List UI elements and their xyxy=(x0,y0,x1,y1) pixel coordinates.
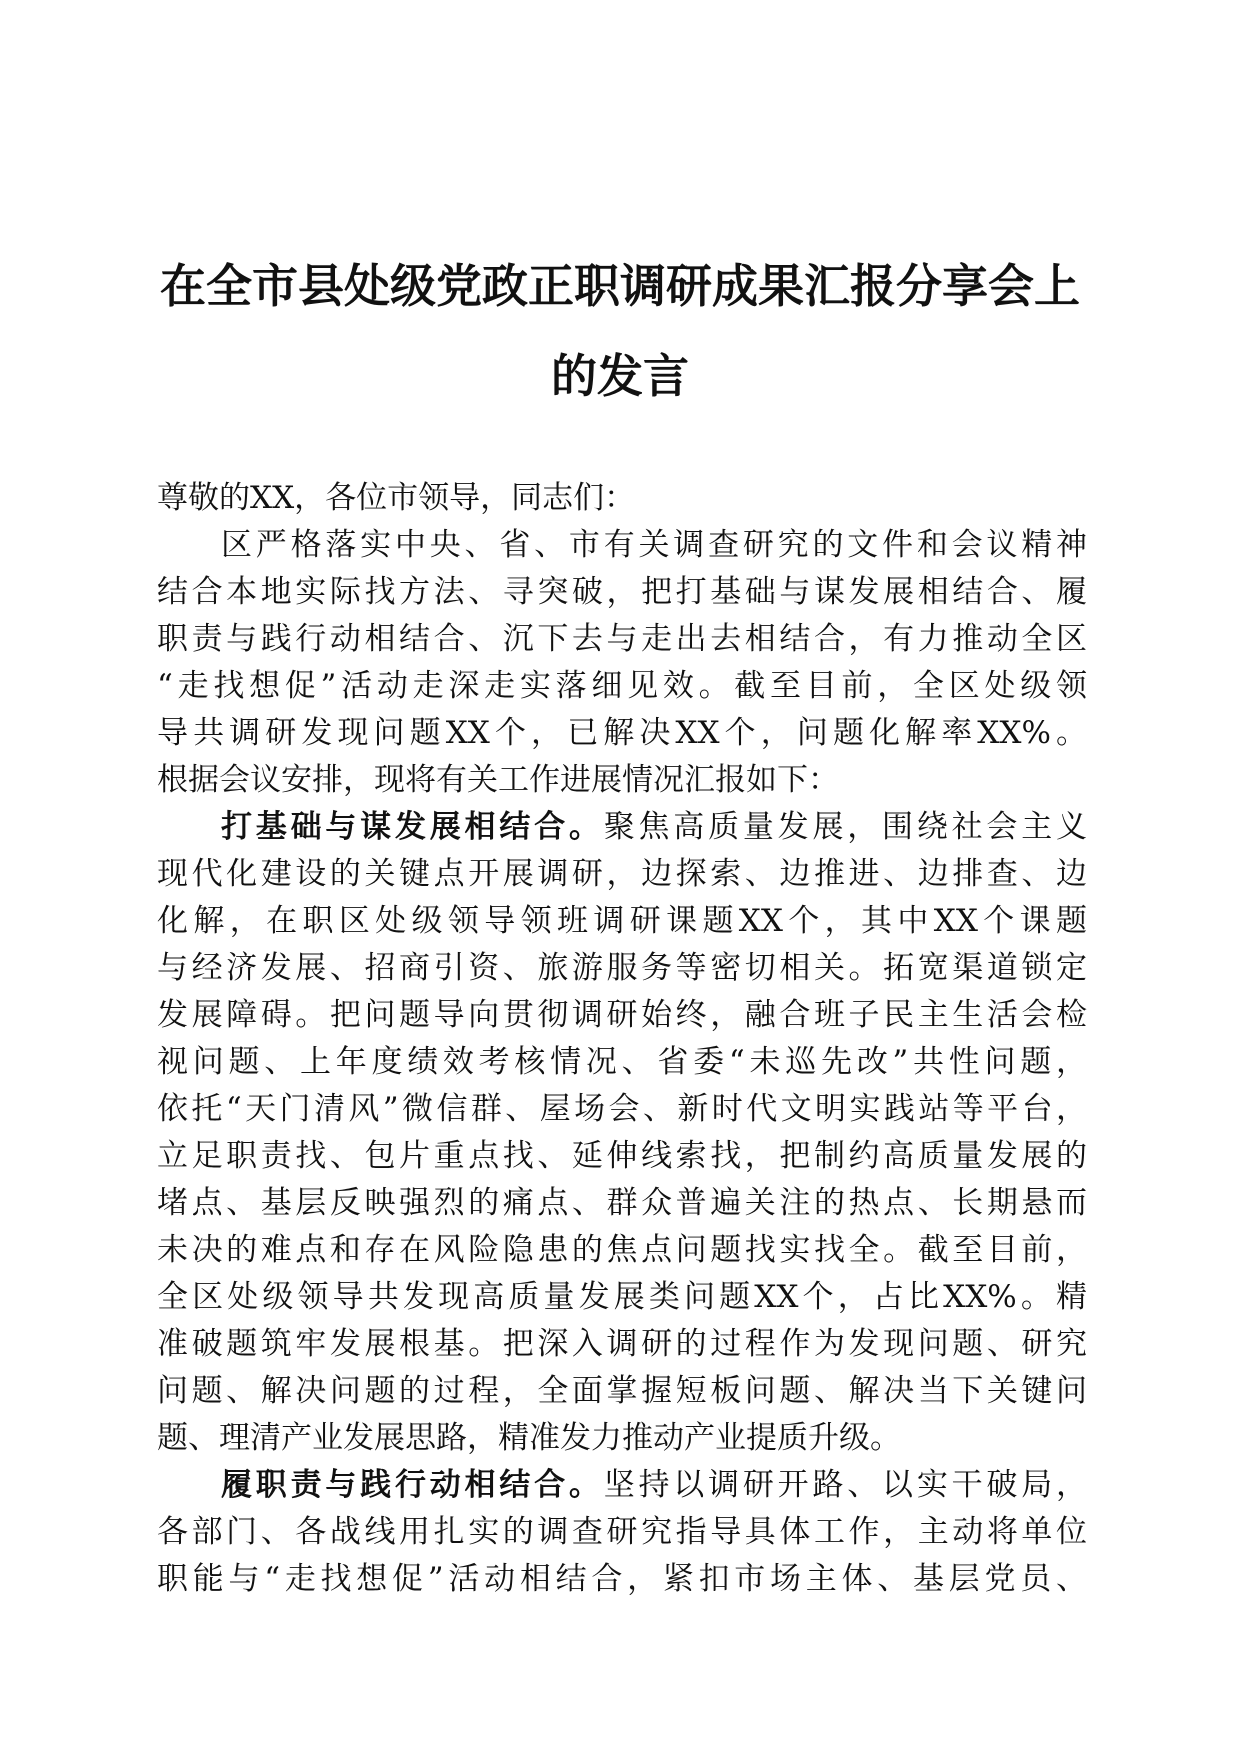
section2-first-line xyxy=(157,1462,1087,1509)
section1-line: 立足职责找、包片重点找、延伸线索找，把制约高质量发展的 xyxy=(157,1138,1087,1174)
intro-line: “走找想促”活动走深走实落细见效。截至目前，全区处级领 xyxy=(157,668,1087,704)
section1-line: 视问题、上年度绩效考核情况、省委“未巡先改”共性问题， xyxy=(157,1044,1087,1080)
section1-line: 发展障碍。把问题导向贯彻调研始终，融合班子民主生活会检 xyxy=(157,997,1087,1033)
section1-first-text: 聚焦高质量发展，围绕社会主义 xyxy=(603,809,1088,845)
intro-line: 职责与践行动相结合、沉下去与走出去相结合，有力推动全区 xyxy=(157,621,1087,657)
section1-line: 题、理清产业发展思路，精准发力推动产业提质升级。 xyxy=(157,1420,901,1456)
section2-line: 各部门、各战线用扎实的调查研究指导具体工作，主动将单位 xyxy=(157,1514,1087,1550)
section1-line: 现代化建设的关键点开展调研，边探索、边推进、边排查、边 xyxy=(157,856,1087,892)
intro-line: 区严格落实中央、省、市有关调查研究的文件和会议精神 xyxy=(221,527,1087,563)
section1-line: 问题、解决问题的过程，全面掌握短板问题、解决当下关键问 xyxy=(157,1373,1087,1409)
section1-line: 堵点、基层反映强烈的痛点、群众普遍关注的热点、长期悬而 xyxy=(157,1185,1087,1221)
intro-line: 导共调研发现问题XX个，已解决XX个，问题化解率XX%。 xyxy=(157,715,1087,751)
section1-line: 化解，在职区处级领导领班调研课题XX个，其中XX个课题 xyxy=(157,903,1087,939)
section1-first-line xyxy=(157,804,1087,851)
salutation: 尊敬的XX，各位市领导，同志们： xyxy=(157,480,636,516)
intro-line: 结合本地实际找方法、寻突破，把打基础与谋发展相结合、履 xyxy=(157,574,1087,610)
section1-line: 全区处级领导共发现高质量发展类问题XX个，占比XX%。精 xyxy=(157,1279,1087,1315)
section1-line: 依托“天门清风”微信群、屋场会、新时代文明实践站等平台， xyxy=(157,1091,1087,1127)
document-title-line-1: 在全市县处级党政正职调研成果汇报分享会上 xyxy=(160,259,1080,313)
document-body xyxy=(157,475,1087,1603)
intro-line: 根据会议安排，现将有关工作进展情况汇报如下： xyxy=(157,762,839,798)
section1-line: 与经济发展、招商引资、旅游服务等密切相关。拓宽渠道锁定 xyxy=(157,950,1087,986)
section2-first-text: 坚持以调研开路、以实干破局， xyxy=(603,1467,1088,1503)
document-title-line-2: 的发言 xyxy=(551,349,689,403)
section1-line: 准破题筑牢发展根基。把深入调研的过程作为发现问题、研究 xyxy=(157,1326,1087,1362)
section1-line: 未决的难点和存在风险隐患的焦点问题找实找全。截至目前， xyxy=(157,1232,1087,1268)
section1-heading: 打基础与谋发展相结合。 xyxy=(221,809,604,845)
section2-line: 职能与“走找想促”活动相结合，紧扣市场主体、基层党员、 xyxy=(157,1561,1087,1597)
section2-heading: 履职责与践行动相结合。 xyxy=(221,1467,604,1503)
